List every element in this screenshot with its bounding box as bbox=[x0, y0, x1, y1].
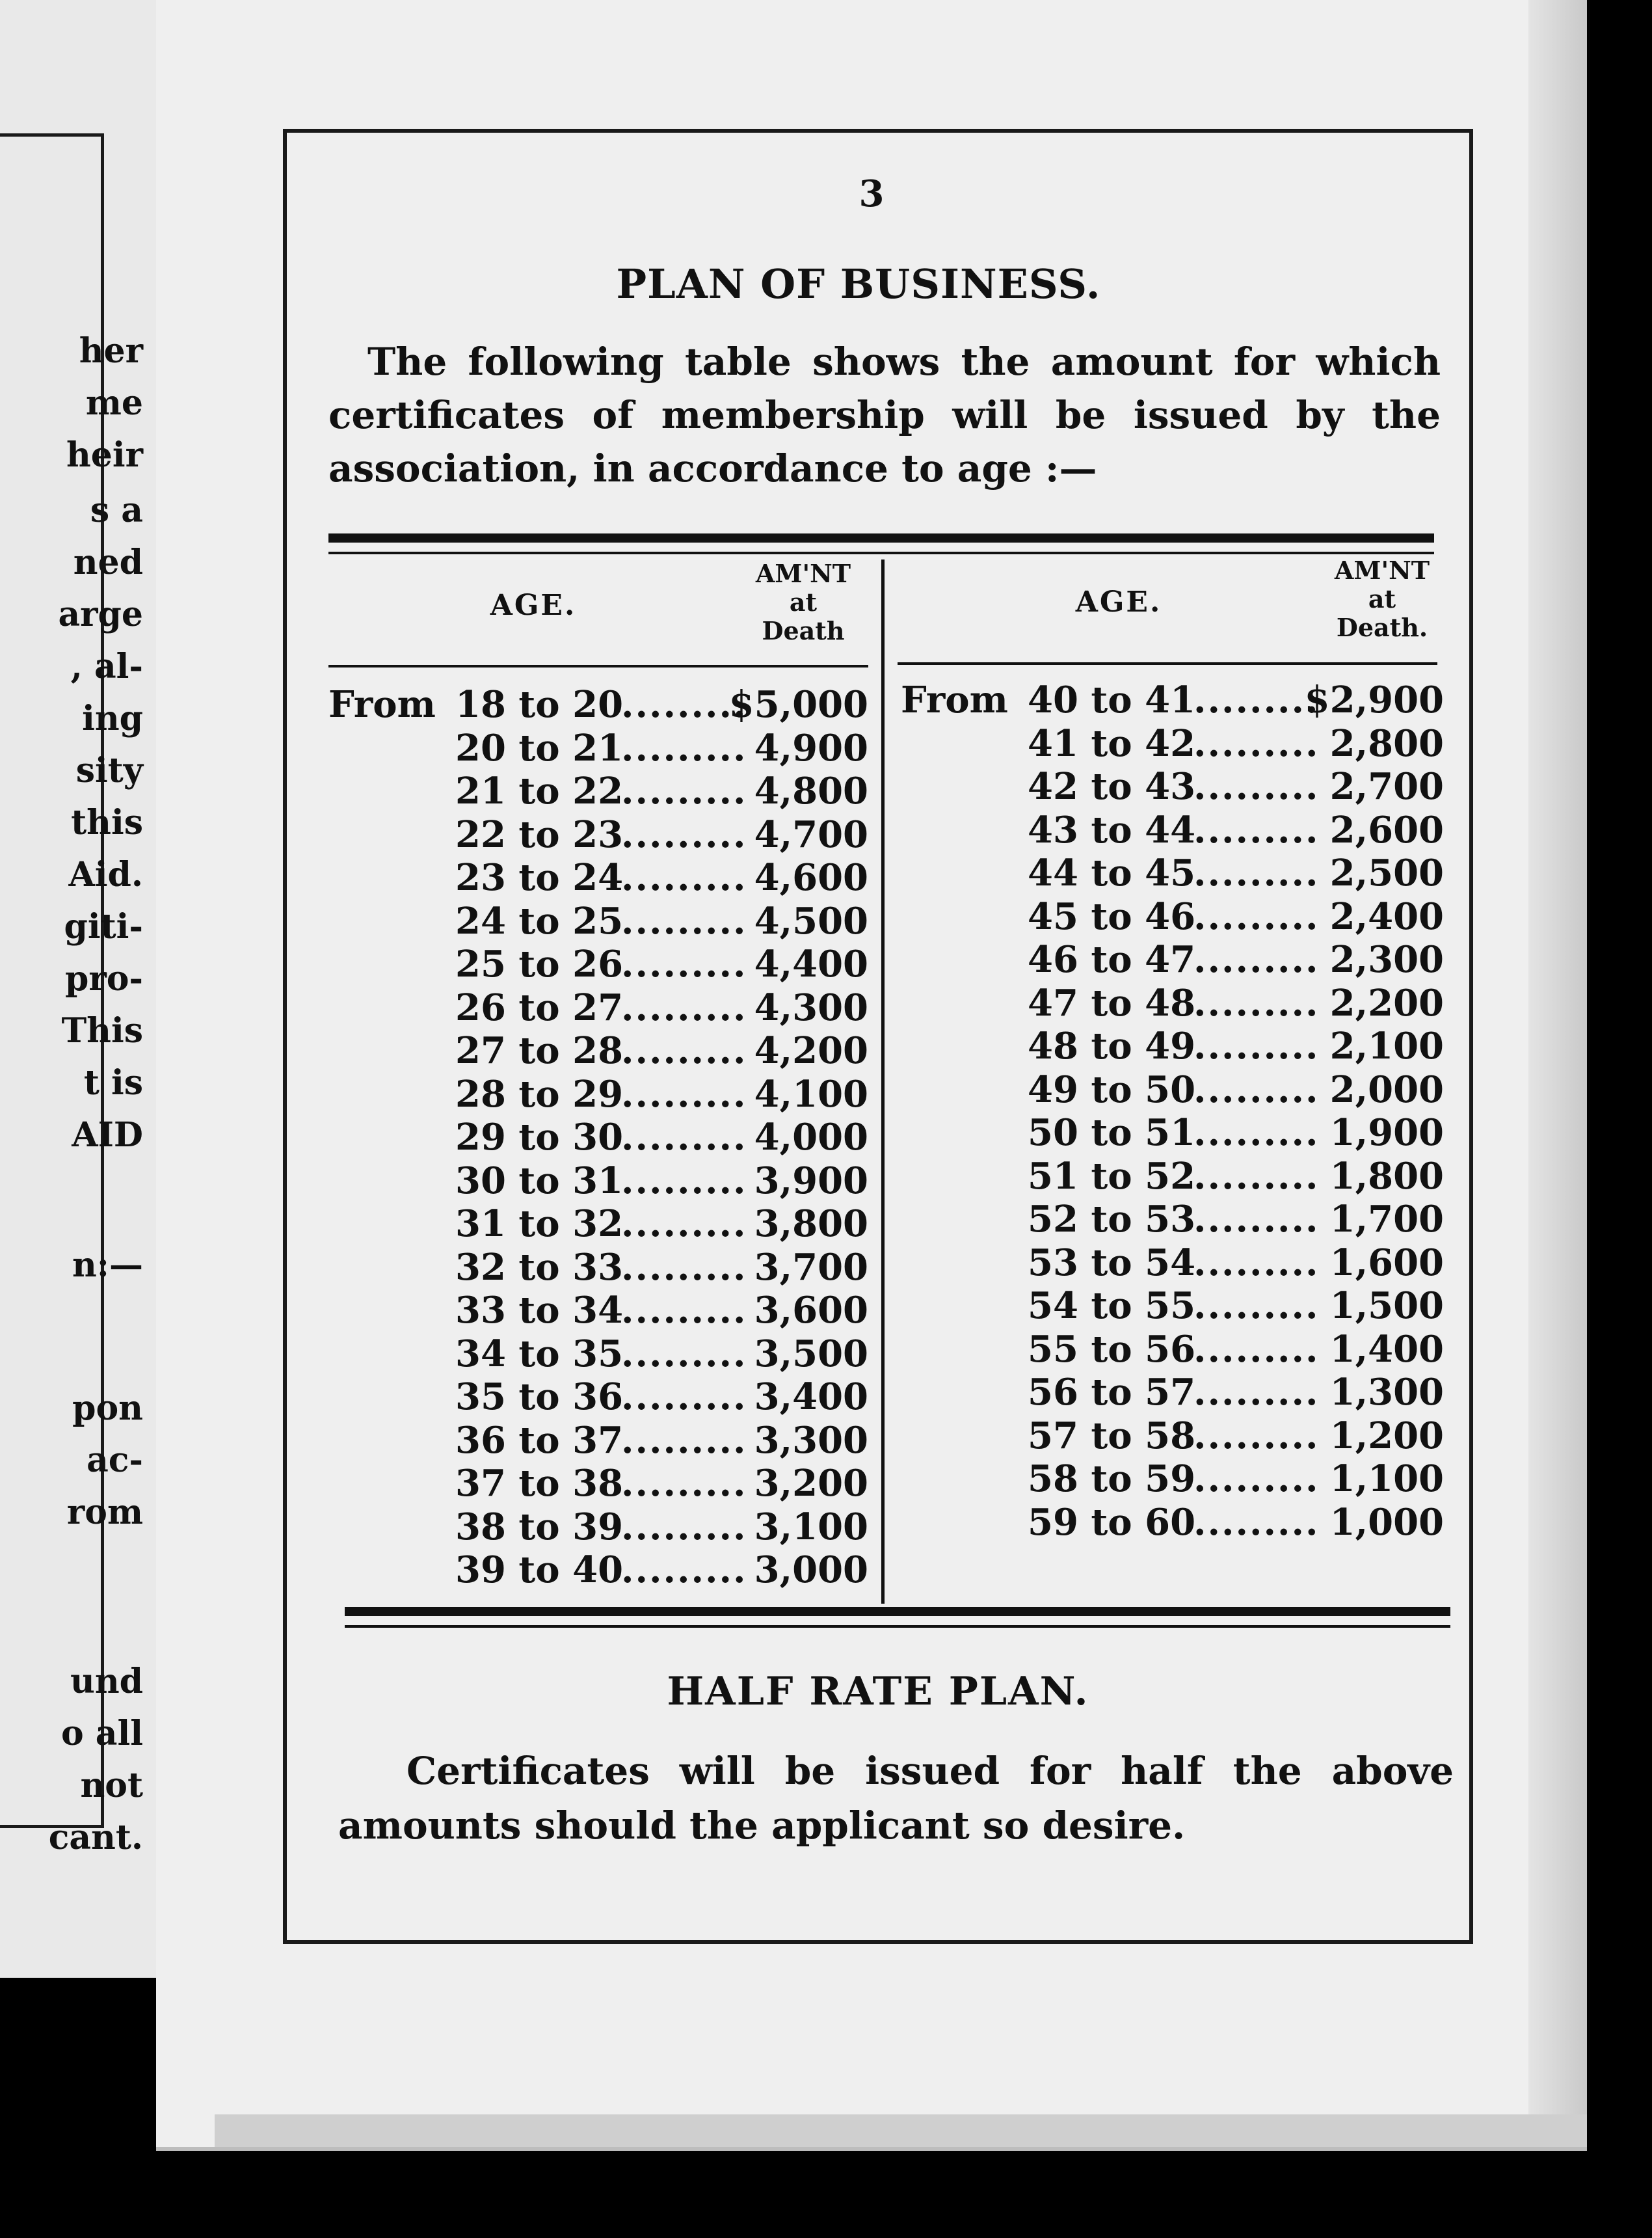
from-label: From bbox=[328, 683, 436, 726]
table-row bbox=[901, 852, 1444, 895]
table-bottom-rule bbox=[345, 1607, 1450, 1616]
death-amount: 4,800 bbox=[754, 770, 868, 813]
table-row bbox=[901, 765, 1444, 808]
death-amount: 3,400 bbox=[754, 1375, 868, 1418]
age-range: 23 to 24 bbox=[455, 856, 624, 899]
left-page-line: this bbox=[71, 803, 143, 843]
leader-dots: ......... bbox=[621, 1375, 747, 1418]
table-row bbox=[328, 1202, 868, 1245]
table-row bbox=[901, 1198, 1444, 1241]
age-range: 54 to 55 bbox=[1028, 1284, 1196, 1327]
table-row bbox=[328, 1462, 868, 1505]
table-row bbox=[328, 1375, 868, 1418]
table-row bbox=[901, 1241, 1444, 1284]
left-page-line: arge bbox=[58, 595, 143, 634]
leader-dots: ......... bbox=[621, 1202, 747, 1245]
death-amount: 3,000 bbox=[754, 1548, 868, 1591]
header-rule-right bbox=[898, 662, 1437, 665]
table-row bbox=[328, 1548, 868, 1591]
table-row bbox=[901, 1025, 1444, 1068]
leader-dots: ......... bbox=[621, 1159, 747, 1202]
table-row bbox=[328, 1246, 868, 1289]
leader-dots: ......... bbox=[1193, 981, 1320, 1025]
table-row bbox=[328, 1419, 868, 1462]
death-amount: 4,300 bbox=[754, 986, 868, 1029]
leader-dots: ......... bbox=[621, 813, 747, 856]
left-page-line: me bbox=[85, 383, 143, 423]
page-title: PLAN OF BUSINESS. bbox=[616, 260, 1101, 308]
leader-dots: ......... bbox=[1193, 1457, 1320, 1500]
table-row bbox=[901, 1284, 1444, 1327]
leader-dots: ......... bbox=[1193, 1025, 1320, 1068]
leader-dots: ......... bbox=[621, 1462, 747, 1505]
age-range: 33 to 34 bbox=[455, 1289, 624, 1332]
age-range: 24 to 25 bbox=[455, 899, 624, 943]
age-range: 43 to 44 bbox=[1028, 808, 1196, 852]
age-range: 32 to 33 bbox=[455, 1245, 624, 1289]
leader-dots: ......... bbox=[1193, 938, 1320, 981]
leader-dots: ......... bbox=[1193, 895, 1320, 938]
left-page-line: heir bbox=[66, 435, 143, 475]
death-amount: 3,600 bbox=[754, 1289, 868, 1332]
death-amount: 4,400 bbox=[754, 943, 868, 986]
age-range: 37 to 38 bbox=[455, 1462, 624, 1505]
age-range: 22 to 23 bbox=[455, 813, 624, 856]
death-amount: 1,100 bbox=[1329, 1457, 1444, 1500]
left-page-line: Aid. bbox=[68, 855, 143, 895]
table-row bbox=[901, 1457, 1444, 1500]
left-page-line: giti- bbox=[64, 907, 143, 947]
column-divider bbox=[881, 560, 885, 1604]
leader-dots: ......... bbox=[1193, 1327, 1320, 1371]
table-row bbox=[328, 900, 868, 943]
table-row bbox=[328, 1505, 868, 1548]
left-page-line: her bbox=[79, 331, 143, 371]
leader-dots: ......... bbox=[621, 1072, 747, 1116]
age-range: 49 to 50 bbox=[1028, 1068, 1196, 1111]
leader-dots: ......... bbox=[1193, 1154, 1320, 1198]
leader-dots: ......... bbox=[1193, 1414, 1320, 1457]
age-range: 55 to 56 bbox=[1028, 1327, 1196, 1371]
table-row bbox=[901, 1068, 1444, 1111]
page-fold-shadow bbox=[1528, 0, 1587, 2147]
death-amount: 2,300 bbox=[1329, 938, 1444, 981]
half-rate-title: HALF RATE PLAN. bbox=[667, 1669, 1089, 1714]
death-amount: 3,500 bbox=[754, 1332, 868, 1375]
left-page-line: pro- bbox=[64, 959, 143, 999]
left-page-line: n:— bbox=[72, 1245, 143, 1285]
death-amount: 1,500 bbox=[1329, 1284, 1444, 1327]
table-row bbox=[901, 1371, 1444, 1414]
table-row bbox=[328, 856, 868, 899]
age-range: 36 to 37 bbox=[455, 1418, 624, 1462]
leader-dots: ......... bbox=[1193, 1241, 1320, 1284]
leader-dots: ......... bbox=[1193, 721, 1320, 765]
death-amount: 2,100 bbox=[1329, 1025, 1444, 1068]
amount-header-line1: AM'NT bbox=[755, 559, 851, 588]
table-row bbox=[901, 1414, 1444, 1457]
death-amount: 3,800 bbox=[754, 1202, 868, 1245]
table-row bbox=[328, 727, 868, 770]
age-range: 39 to 40 bbox=[455, 1548, 624, 1591]
age-range: 44 to 45 bbox=[1028, 852, 1196, 895]
death-amount: 2,200 bbox=[1329, 981, 1444, 1025]
page-number: 3 bbox=[859, 172, 885, 215]
death-amount: 2,400 bbox=[1329, 895, 1444, 938]
page-edge bbox=[215, 2114, 1587, 2147]
left-page-line: AID bbox=[72, 1115, 143, 1155]
death-amount: 4,600 bbox=[754, 856, 868, 899]
death-amount: 4,700 bbox=[754, 813, 868, 856]
death-amount: 3,300 bbox=[754, 1418, 868, 1462]
left-amount-header bbox=[735, 560, 872, 645]
table-row bbox=[328, 1029, 868, 1072]
table-row bbox=[901, 895, 1444, 938]
age-range: 45 to 46 bbox=[1028, 895, 1196, 938]
table-row bbox=[901, 809, 1444, 852]
leader-dots: ......... bbox=[1193, 808, 1320, 852]
leader-dots: ......... bbox=[1193, 679, 1320, 721]
table-row bbox=[328, 813, 868, 856]
leader-dots: ......... bbox=[621, 683, 747, 726]
table-row bbox=[328, 943, 868, 986]
death-amount: $5,000 bbox=[728, 683, 868, 726]
header-rule-left bbox=[328, 665, 868, 667]
age-range: 41 to 42 bbox=[1028, 721, 1196, 765]
age-range: 28 to 29 bbox=[455, 1072, 624, 1116]
death-amount: 1,900 bbox=[1329, 1111, 1444, 1154]
left-page-line: ac- bbox=[87, 1440, 143, 1480]
leader-dots: ......... bbox=[1193, 1500, 1320, 1544]
left-page-line: sity bbox=[75, 751, 143, 790]
table-row bbox=[328, 683, 868, 726]
table-row bbox=[328, 1116, 868, 1159]
age-range: 31 to 32 bbox=[455, 1202, 624, 1245]
left-page-line: ned bbox=[73, 543, 143, 582]
age-range: 42 to 43 bbox=[1028, 765, 1196, 808]
age-range: 50 to 51 bbox=[1028, 1111, 1196, 1154]
death-amount: 1,300 bbox=[1329, 1371, 1444, 1414]
age-range: 26 to 27 bbox=[455, 986, 624, 1029]
intro-paragraph: The following table shows the amount for which certificates of membership will be issued by the association, in accordance to age :— bbox=[328, 340, 1441, 491]
left-page-line: cant. bbox=[48, 1818, 143, 1857]
table-row bbox=[901, 679, 1444, 721]
death-amount: 4,500 bbox=[754, 899, 868, 943]
age-range: 34 to 35 bbox=[455, 1332, 624, 1375]
age-range: 48 to 49 bbox=[1028, 1025, 1196, 1068]
left-age-header: AGE. bbox=[490, 589, 577, 622]
death-amount: 3,700 bbox=[754, 1245, 868, 1289]
table-row bbox=[328, 1159, 868, 1202]
left-page-line: This bbox=[61, 1011, 143, 1051]
age-range: 51 to 52 bbox=[1028, 1154, 1196, 1198]
death-amount: 2,800 bbox=[1329, 721, 1444, 765]
death-amount: 2,000 bbox=[1329, 1068, 1444, 1111]
leader-dots: ......... bbox=[1193, 1068, 1320, 1111]
leader-dots: ......... bbox=[621, 1289, 747, 1332]
death-amount: 1,000 bbox=[1329, 1500, 1444, 1544]
death-amount: 4,100 bbox=[754, 1072, 868, 1116]
table-row bbox=[901, 938, 1444, 981]
death-amount: 2,700 bbox=[1329, 765, 1444, 808]
age-range: 47 to 48 bbox=[1028, 981, 1196, 1025]
death-amount: 1,200 bbox=[1329, 1414, 1444, 1457]
leader-dots: ......... bbox=[621, 986, 747, 1029]
age-range: 27 to 28 bbox=[455, 1029, 624, 1072]
age-range: 20 to 21 bbox=[455, 726, 624, 770]
age-range: 53 to 54 bbox=[1028, 1241, 1196, 1284]
left-page-line: not bbox=[80, 1766, 143, 1805]
leader-dots: ......... bbox=[1193, 765, 1320, 808]
age-range: 18 to 20 bbox=[455, 683, 624, 726]
death-amount: 3,100 bbox=[754, 1505, 868, 1548]
amount-header-line3: Death bbox=[762, 616, 845, 645]
age-range: 59 to 60 bbox=[1028, 1500, 1196, 1544]
leader-dots: ......... bbox=[621, 1332, 747, 1375]
leader-dots: ......... bbox=[621, 1116, 747, 1159]
leader-dots: ......... bbox=[621, 899, 747, 943]
table-row bbox=[901, 1111, 1444, 1154]
leader-dots: ......... bbox=[1193, 1198, 1320, 1241]
age-range: 29 to 30 bbox=[455, 1116, 624, 1159]
amount-header-line2: at bbox=[1368, 584, 1396, 613]
left-page-line: o all bbox=[61, 1714, 143, 1753]
left-page-line: pon bbox=[72, 1388, 143, 1428]
age-range: 58 to 59 bbox=[1028, 1457, 1196, 1500]
age-range: 35 to 36 bbox=[455, 1375, 624, 1418]
age-range: 52 to 53 bbox=[1028, 1198, 1196, 1241]
left-page-line: rom bbox=[66, 1492, 143, 1532]
death-amount: 2,500 bbox=[1329, 852, 1444, 895]
table-row bbox=[901, 982, 1444, 1025]
death-amount: 4,200 bbox=[754, 1029, 868, 1072]
amount-header-line3: Death. bbox=[1336, 613, 1428, 642]
left-page-line: und bbox=[70, 1662, 143, 1701]
table-row bbox=[901, 1501, 1444, 1544]
age-range: 30 to 31 bbox=[455, 1159, 624, 1202]
death-amount: 4,000 bbox=[754, 1116, 868, 1159]
age-range: 21 to 22 bbox=[455, 770, 624, 813]
leader-dots: ......... bbox=[1193, 1371, 1320, 1414]
table-top-rule-thin bbox=[328, 552, 1434, 554]
table-row bbox=[328, 1332, 868, 1375]
right-age-header: AGE. bbox=[1075, 586, 1162, 619]
amount-header-line1: AM'NT bbox=[1334, 556, 1430, 585]
death-amount: 1,400 bbox=[1329, 1327, 1444, 1371]
death-amount: 2,600 bbox=[1329, 808, 1444, 852]
table-bottom-rule-thin bbox=[345, 1625, 1450, 1628]
amount-header-line2: at bbox=[789, 587, 818, 617]
table-row bbox=[328, 986, 868, 1029]
leader-dots: ......... bbox=[621, 1029, 747, 1072]
leader-dots: ......... bbox=[621, 1418, 747, 1462]
death-amount: 4,900 bbox=[754, 726, 868, 770]
table-row bbox=[901, 722, 1444, 765]
leader-dots: ......... bbox=[1193, 1284, 1320, 1327]
leader-dots: ......... bbox=[1193, 1111, 1320, 1154]
age-range: 46 to 47 bbox=[1028, 938, 1196, 981]
age-range: 38 to 39 bbox=[455, 1505, 624, 1548]
death-amount: 1,800 bbox=[1329, 1154, 1444, 1198]
table-row bbox=[901, 1155, 1444, 1198]
left-page bbox=[0, 0, 156, 1978]
left-page-line: t is bbox=[83, 1063, 143, 1103]
age-range: 40 to 41 bbox=[1028, 679, 1196, 721]
leader-dots: ......... bbox=[621, 856, 747, 899]
from-label: From bbox=[901, 679, 1008, 721]
age-range: 57 to 58 bbox=[1028, 1414, 1196, 1457]
death-amount: 3,900 bbox=[754, 1159, 868, 1202]
table-row bbox=[328, 1073, 868, 1116]
left-page-line: ing bbox=[82, 699, 143, 738]
death-amount: 1,700 bbox=[1329, 1198, 1444, 1241]
leader-dots: ......... bbox=[621, 1505, 747, 1548]
half-rate-paragraph: Certificates will be issued for half the above amounts should the applicant so desire. bbox=[338, 1749, 1454, 1848]
leader-dots: ......... bbox=[621, 1548, 747, 1591]
death-amount: 1,600 bbox=[1329, 1241, 1444, 1284]
leader-dots: ......... bbox=[621, 1245, 747, 1289]
leader-dots: ......... bbox=[621, 726, 747, 770]
age-range: 56 to 57 bbox=[1028, 1371, 1196, 1414]
leader-dots: ......... bbox=[1193, 852, 1320, 895]
death-amount: 3,200 bbox=[754, 1462, 868, 1505]
table-row bbox=[328, 770, 868, 813]
death-amount: $2,900 bbox=[1304, 679, 1444, 721]
table-row bbox=[901, 1328, 1444, 1371]
age-range: 25 to 26 bbox=[455, 943, 624, 986]
right-amount-header bbox=[1317, 556, 1447, 642]
table-top-rule bbox=[328, 533, 1434, 543]
table-row bbox=[328, 1289, 868, 1332]
leader-dots: ......... bbox=[621, 943, 747, 986]
left-page-line: , al- bbox=[70, 647, 143, 686]
leader-dots: ......... bbox=[621, 770, 747, 813]
left-page-line: s a bbox=[90, 491, 143, 530]
